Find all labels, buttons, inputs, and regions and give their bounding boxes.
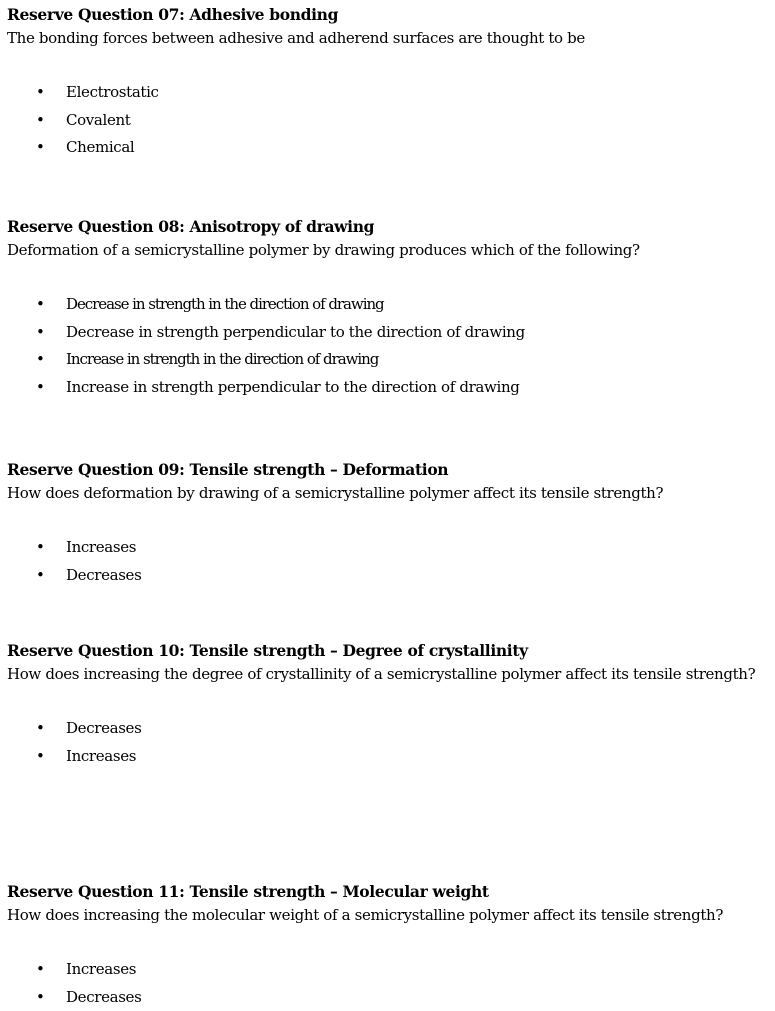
- option-item: [7, 956, 767, 984]
- bullet-icon: •: [36, 291, 44, 319]
- bullet-icon: •: [36, 107, 45, 135]
- bullet-icon: •: [36, 562, 45, 590]
- option-item: [7, 346, 767, 374]
- option-list: [7, 715, 767, 770]
- bullet-icon: •: [36, 956, 45, 984]
- question-08: [7, 217, 767, 401]
- option-label: Increase in strength in the direction of drawing: [66, 346, 378, 374]
- question-title: Reserve Question 11: Tensile strength – Molecular weight: [7, 882, 767, 902]
- bullet-icon: •: [36, 134, 45, 162]
- option-label: Chemical: [66, 134, 134, 162]
- question-text: How does increasing the degree of crystallinity of a semicrystalline polymer affect its tensile strength?: [7, 661, 759, 688]
- option-list: [7, 291, 767, 401]
- option-label: Decreases: [66, 984, 141, 1011]
- option-item: [7, 374, 767, 402]
- option-item: [7, 534, 767, 562]
- bullet-icon: •: [36, 346, 44, 374]
- option-list: [7, 534, 767, 589]
- option-item: [7, 134, 767, 162]
- option-label: Decreases: [66, 562, 141, 590]
- bullet-icon: •: [36, 79, 45, 107]
- question-title: Reserve Question 09: Tensile strength – Deformation: [7, 460, 767, 480]
- option-list: [7, 956, 767, 1011]
- option-label: Increases: [66, 743, 136, 771]
- bullet-icon: •: [36, 374, 45, 402]
- option-item: [7, 562, 767, 590]
- option-label: Electrostatic: [66, 79, 159, 107]
- question-text: How does increasing the molecular weight of a semicrystalline polymer affect its tensile strength?: [7, 902, 759, 929]
- option-label: Increases: [66, 534, 136, 562]
- option-list: [7, 79, 767, 162]
- question-10: [7, 641, 767, 770]
- bullet-icon: •: [36, 984, 45, 1011]
- question-text: The bonding forces between adhesive and adherend surfaces are thought to be: [7, 25, 759, 52]
- option-item: [7, 984, 767, 1011]
- bullet-icon: •: [36, 743, 45, 771]
- bullet-icon: •: [36, 319, 45, 347]
- option-item: [7, 107, 767, 135]
- question-07: [7, 5, 767, 162]
- question-text: How does deformation by drawing of a semicrystalline polymer affect its tensile strength?: [7, 480, 759, 507]
- question-title: Reserve Question 08: Anisotropy of drawing: [7, 217, 767, 237]
- question-text: Deformation of a semicrystalline polymer by drawing produces which of the following?: [7, 237, 759, 264]
- option-item: [7, 743, 767, 771]
- option-label: Decreases: [66, 715, 141, 743]
- option-item: [7, 715, 767, 743]
- bullet-icon: •: [36, 534, 45, 562]
- option-item: [7, 291, 767, 319]
- option-label: Increases: [66, 956, 136, 984]
- bullet-icon: •: [36, 715, 45, 743]
- option-label: Covalent: [66, 107, 131, 135]
- question-title: Reserve Question 07: Adhesive bonding: [7, 5, 767, 25]
- question-title: Reserve Question 10: Tensile strength – Degree of crystallinity: [7, 641, 767, 661]
- option-label: Increase in strength perpendicular to the direction of drawing: [66, 374, 520, 402]
- question-09: [7, 460, 767, 589]
- option-item: [7, 319, 767, 347]
- option-label: Decrease in strength perpendicular to the direction of drawing: [66, 319, 525, 347]
- option-item: [7, 79, 767, 107]
- option-label: Decrease in strength in the direction of drawing: [66, 291, 384, 319]
- question-11: [7, 882, 767, 1011]
